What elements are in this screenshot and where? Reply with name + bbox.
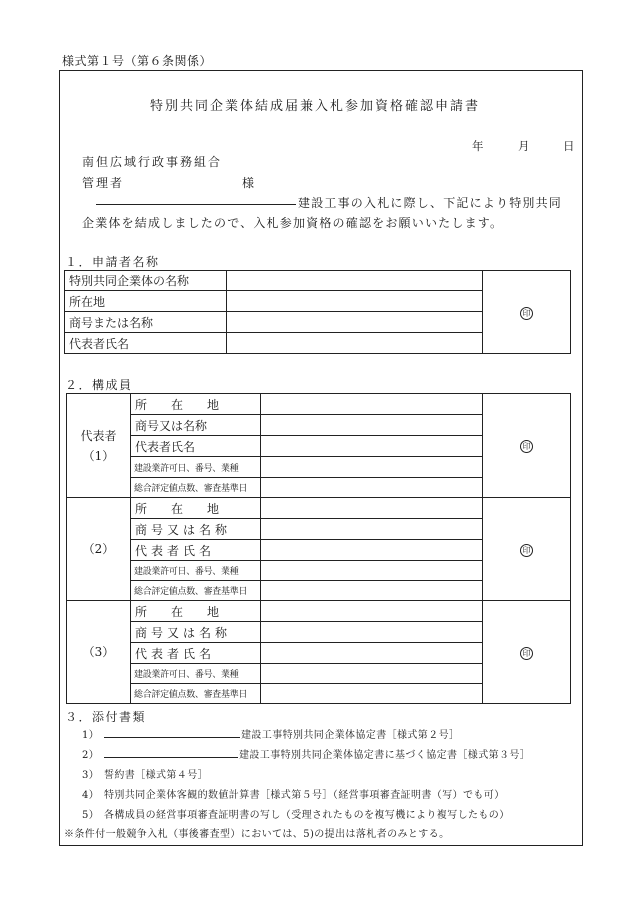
member-row-label: 商号又は名称: [131, 415, 261, 436]
section-members-heading: ２．構成員: [65, 378, 133, 392]
applicant-row-label: 特別共同企業体の名称: [65, 271, 227, 291]
member-group-label: [67, 394, 131, 498]
member-seal-cell: [483, 601, 571, 704]
attachment-text: 建設工事特別共同企業体協定書に基づく協定書［様式第３号］: [239, 750, 531, 761]
applicant-address-field[interactable]: [227, 291, 483, 312]
manager-label: 管理者: [82, 176, 125, 190]
member-field[interactable]: [261, 622, 483, 643]
member-row-label: 建設業許可日、番号、業種: [131, 664, 261, 684]
attachment-num: 2）: [82, 750, 100, 761]
member-row-label: 所 在 地: [131, 498, 261, 519]
member-group-label: [67, 498, 131, 601]
member-field[interactable]: [261, 601, 483, 622]
member-row-label: 総合評定値点数、審査基準日: [131, 581, 261, 601]
applicant-row-label: 代表者氏名: [65, 333, 227, 354]
attachment-blank-1[interactable]: [104, 737, 240, 738]
member-row-label: 所 在 地: [131, 601, 261, 622]
member-field[interactable]: [261, 561, 483, 581]
applicant-row-label: 所在地: [65, 291, 227, 312]
addressee: 南但広域行政事務組合: [82, 155, 223, 169]
member-row-label: 所 在 地: [131, 394, 261, 415]
member-row-label: 建設業許可日、番号、業種: [131, 457, 261, 478]
member-group-label: [67, 601, 131, 704]
member-row-label: 総合評定値点数、審査基準日: [131, 478, 261, 498]
member-row-label: 建設業許可日、番号、業種: [131, 561, 261, 581]
member-number: （2）: [82, 542, 115, 556]
member-number: （1）: [82, 448, 115, 463]
attachment-text: 特別共同企業体客観的数値計算書［様式第５号］（経営事項審査証明書（写）でも可）: [104, 790, 505, 801]
member-row-label: 商号又は名称: [131, 622, 261, 643]
member-row-label: 代表者氏名: [131, 643, 261, 664]
seal-icon: 印: [520, 544, 533, 557]
applicant-row-label: 商号または名称: [65, 312, 227, 333]
date-year: 年: [472, 139, 484, 153]
applicant-company-field[interactable]: [227, 312, 483, 333]
intro-line-1: 建設工事の入札に際し、下記により特別共同: [298, 196, 563, 210]
jv-name-blank[interactable]: [96, 204, 296, 205]
date-month: 月: [518, 139, 530, 153]
representative-label: 代表者: [80, 428, 117, 443]
intro-line-2: 企業体を結成しましたので、入札参加資格の確認をお願いいたします。: [82, 216, 504, 230]
attachment-text: 各構成員の経営事項審査証明書の写し（受理されたものを複写機により複写したもの）: [104, 810, 510, 821]
manager-suffix: 様: [242, 176, 255, 190]
applicant-table: [64, 270, 571, 354]
member-field[interactable]: [261, 436, 483, 457]
attachment-text: 誓約書［様式第４号］: [104, 770, 208, 781]
form-label: 様式第１号（第６条関係）: [62, 54, 213, 68]
member-number: （3）: [82, 645, 115, 659]
members-table: [66, 393, 571, 704]
member-field[interactable]: [261, 498, 483, 519]
section-applicant-heading: １．申請者名称: [65, 255, 160, 269]
attachment-num: 5）: [82, 810, 100, 821]
member-row-label: 商号又は名称: [131, 519, 261, 540]
section-attachments-heading: ３．添付書類: [65, 710, 147, 724]
applicant-jv-name-field[interactable]: [227, 271, 483, 291]
attachment-num: 1）: [82, 730, 100, 741]
date-day: 日: [563, 139, 575, 153]
member-field[interactable]: [261, 540, 483, 561]
member-seal-cell: [483, 394, 571, 498]
member-row-label: 総合評定値点数、審査基準日: [131, 684, 261, 704]
applicant-rep-field[interactable]: [227, 333, 483, 354]
seal-icon: 印: [520, 440, 533, 453]
document-title: 特別共同企業体結成届兼入札参加資格確認申請書: [149, 99, 480, 114]
attachment-num: 3）: [82, 770, 100, 781]
member-field[interactable]: [261, 457, 483, 478]
seal-icon: 印: [520, 307, 533, 320]
member-field[interactable]: [261, 664, 483, 684]
member-field[interactable]: [261, 581, 483, 601]
seal-icon: 印: [520, 647, 533, 660]
member-field[interactable]: [261, 684, 483, 704]
member-field[interactable]: [261, 643, 483, 664]
member-row-label: 代表者氏名: [131, 540, 261, 561]
member-row-label: 代表者氏名: [131, 436, 261, 457]
member-field[interactable]: [261, 415, 483, 436]
attachment-note: ※条件付一般競争入札（事後審査型）においては、5)の提出は落札者のみとする。: [64, 829, 450, 840]
member-seal-cell: [483, 498, 571, 601]
applicant-seal-cell: [483, 271, 571, 354]
attachment-num: 4）: [82, 790, 100, 801]
member-field[interactable]: [261, 519, 483, 540]
member-field[interactable]: [261, 478, 483, 498]
attachment-blank-2[interactable]: [104, 757, 238, 758]
member-field[interactable]: [261, 394, 483, 415]
attachment-text: 建設工事特別共同企業体協定書［様式第２号］: [241, 730, 460, 741]
